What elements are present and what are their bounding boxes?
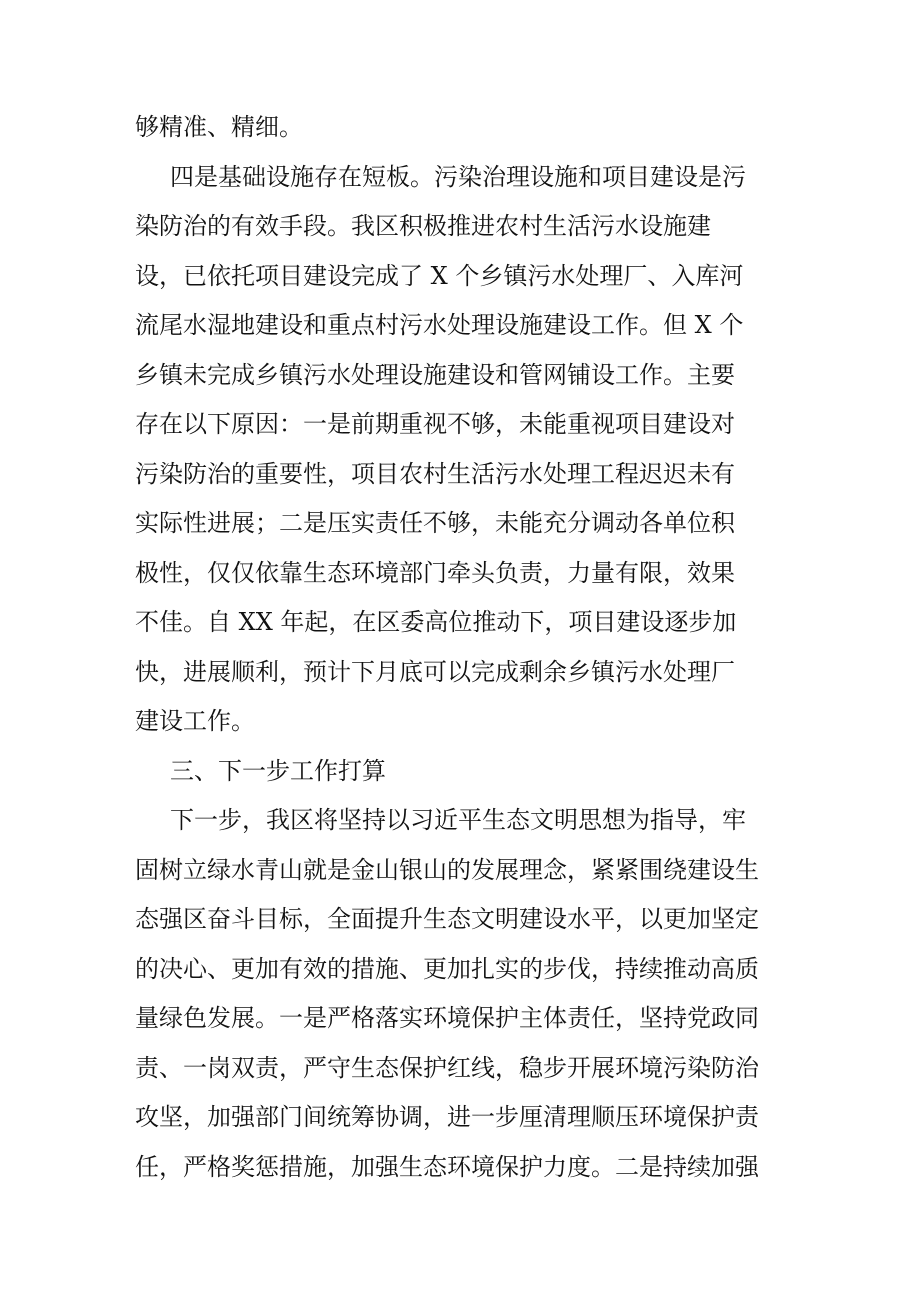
text-line: 染防治的有效手段。我区积极推进农村生活污水设施建 (135, 212, 711, 240)
text-line: 污染防治的重要性，项目农村生活污水处理工程迟迟未有 (135, 459, 735, 488)
text-line: 存在以下原因：一是前期重视不够，未能重视项目建设对 (135, 410, 735, 438)
text-line: 不佳。自 XX 年起，在区委高位推动下，项目建设逐步加 (135, 608, 737, 636)
text-line: 流尾水湿地建设和重点村污水处理设施建设工作。但 X 个 (135, 311, 744, 339)
text-line: 极性，仅仅依靠生态环境部门牵头负责，力量有限，效果 (135, 558, 735, 587)
section-heading: 三、下一步工作打算 (170, 756, 386, 785)
document-body (135, 103, 785, 1192)
text-line: 任，严格奖惩措施，加强生态环境保护力度。二是持续加强 (135, 1152, 759, 1181)
text-line: 的决心、更加有效的措施、更加扎实的步伐，持续推动高质 (135, 954, 759, 983)
text-line: 设，已依托项目建设完成了 X 个乡镇污水处理厂、入库河 (135, 261, 744, 290)
text-line: 够精准、精细。 (135, 113, 303, 141)
text-line: 攻坚，加强部门间统筹协调，进一步厘清理顺压环境保护责 (135, 1103, 759, 1131)
text-line: 责、一岗双责，严守生态保护红线，稳步开展环境污染防治 (135, 1053, 759, 1082)
text-line: 实际性进展；二是压实责任不够，未能充分调动各单位积 (135, 509, 735, 537)
paragraph-start: 四是基础设施存在短板。污染治理设施和项目建设是污 (170, 162, 746, 191)
text-line: 快，进展顺利，预计下月底可以完成剩余乡镇污水处理厂 (135, 657, 735, 686)
text-line: 固树立绿水青山就是金山银山的发展理念，紧紧围绕建设生 (135, 855, 759, 884)
paragraph-start: 下一步，我区将坚持以习近平生态文明思想为指导，牢 (170, 806, 746, 834)
text-line: 量绿色发展。一是严格落实环境保护主体责任，坚持党政同 (135, 1004, 759, 1032)
text-line: 乡镇未完成乡镇污水处理设施建设和管网铺设工作。主要 (135, 360, 735, 389)
text-line: 建设工作。 (135, 707, 255, 735)
text-line: 态强区奋斗目标，全面提升生态文明建设水平，以更加坚定 (135, 905, 759, 933)
